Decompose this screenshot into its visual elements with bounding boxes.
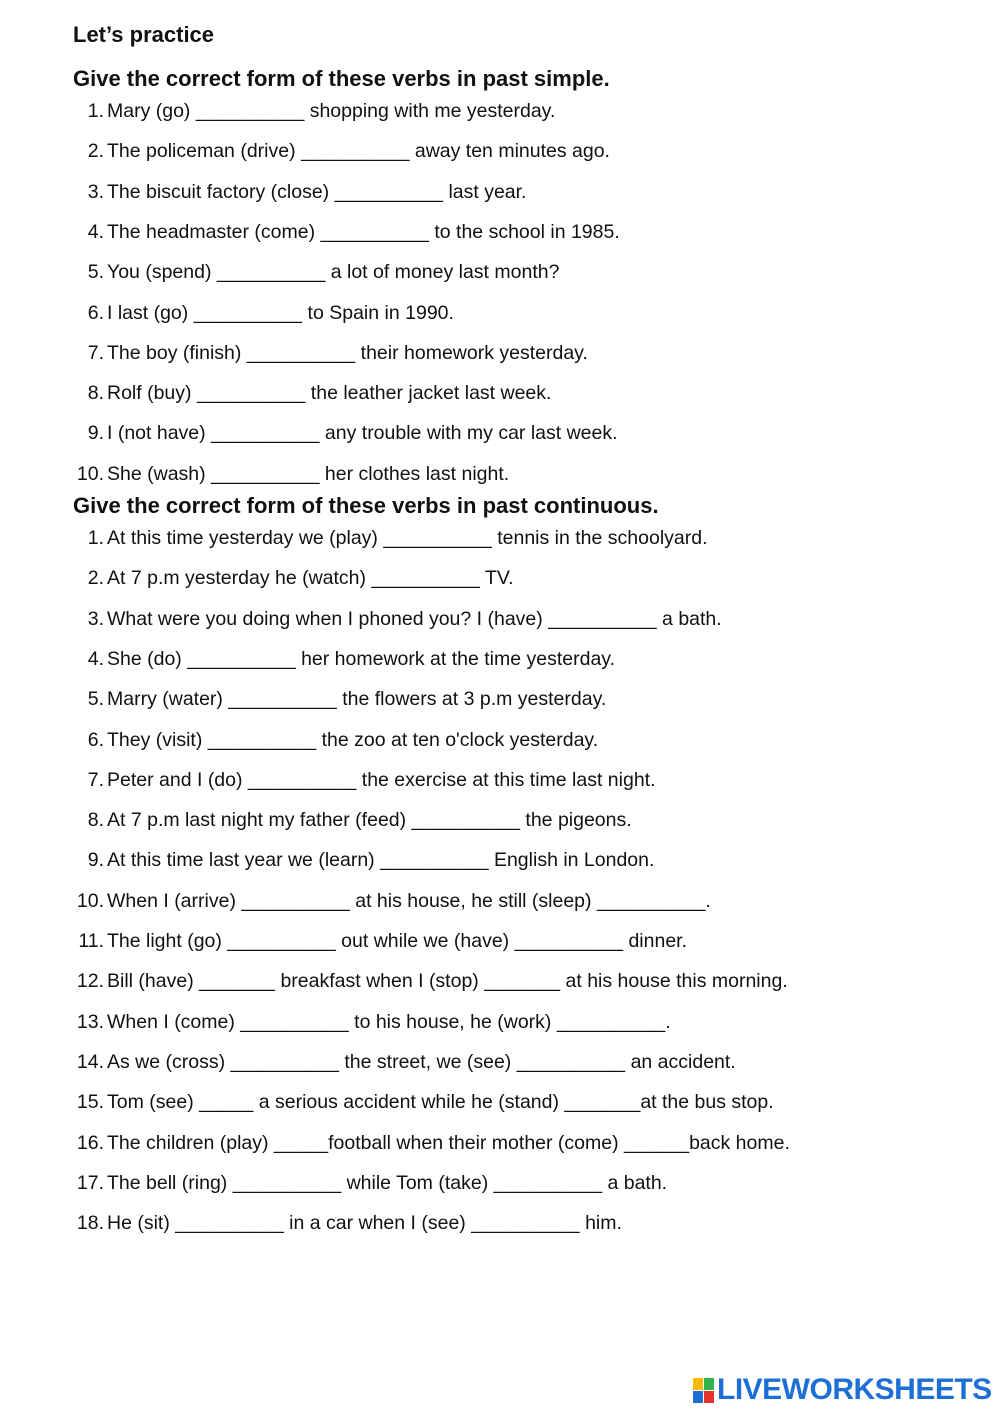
item-sentence: When I (arrive) __________ at his house, he still (sleep) __________. — [107, 889, 711, 912]
item-number: 10. — [76, 889, 104, 912]
item-sentence: At 7 p.m yesterday he (watch) __________ TV. — [107, 567, 514, 590]
liveworksheets-logo-text: LIVEWORKSHEETS — [717, 1373, 992, 1406]
item-number: 7. — [87, 341, 104, 364]
item-sentence: I last (go) __________ to Spain in 1990. — [107, 301, 454, 324]
item-sentence: The light (go) __________ out while we (have) __________ dinner. — [107, 930, 688, 952]
item-sentence: Bill (have) _______ breakfast when I (stop) _______ at his house this morning. — [107, 970, 788, 993]
item-sentence: The headmaster (come) __________ to the school in 1985. — [107, 220, 620, 243]
item-sentence: The bell (ring) __________ while Tom (take) __________ a bath. — [107, 1171, 668, 1194]
item-number: 10. — [76, 462, 104, 485]
item-sentence: She (do) __________ her homework at the time yesterday. — [107, 647, 616, 670]
item-sentence: The biscuit factory (close) __________ last year. — [107, 180, 527, 203]
section-heading-past-simple: Give the correct form of these verbs in past simple. — [73, 66, 610, 91]
item-number: 13. — [76, 1010, 104, 1033]
item-number: 6. — [87, 728, 104, 751]
item-number: 7. — [87, 768, 104, 791]
item-number: 15. — [76, 1091, 104, 1114]
item-number: 1. — [87, 527, 104, 549]
item-number: 14. — [76, 1050, 104, 1073]
item-sentence: Mary (go) __________ shopping with me yesterday. — [107, 100, 556, 122]
item-sentence: Peter and I (do) __________ the exercise at this time last night. — [107, 768, 656, 791]
item-sentence: As we (cross) __________ the street, we (see) __________ an accident. — [107, 1050, 736, 1073]
item-sentence: She (wash) __________ her clothes last night. — [107, 462, 510, 485]
item-number: 9. — [87, 849, 104, 872]
item-number: 18. — [76, 1212, 104, 1235]
item-sentence: Tom (see) _____ a serious accident while he (stand) _______at the bus stop. — [107, 1091, 774, 1114]
item-number: 4. — [87, 647, 104, 670]
item-sentence: I (not have) __________ any trouble with my car last week. — [107, 422, 618, 445]
item-number: 12. — [76, 970, 104, 993]
item-number: 16. — [76, 1131, 104, 1154]
item-sentence: The policeman (drive) __________ away ten minutes ago. — [107, 140, 610, 163]
item-number: 8. — [87, 809, 104, 832]
item-number: 4. — [87, 220, 104, 243]
item-sentence: Rolf (buy) __________ the leather jacket last week. — [107, 382, 552, 405]
item-sentence: When I (come) __________ to his house, he (work) __________. — [107, 1010, 671, 1033]
page-title: Let’s practice — [73, 22, 215, 47]
item-number: 9. — [87, 422, 104, 445]
item-sentence: Marry (water) __________ the flowers at 3 p.m yesterday. — [107, 688, 607, 711]
item-sentence: He (sit) __________ in a car when I (see) __________ him. — [107, 1212, 622, 1235]
item-number: 6. — [87, 301, 104, 324]
item-sentence: What were you doing when I phoned you? I (have) __________ a bath. — [107, 607, 722, 630]
item-sentence: At this time yesterday we (play) __________ tennis in the schoolyard. — [107, 527, 708, 549]
item-sentence: You (spend) __________ a lot of money last month? — [107, 261, 560, 284]
item-number: 3. — [87, 180, 104, 203]
item-sentence: At 7 p.m last night my father (feed) __________ the pigeons. — [107, 809, 632, 832]
item-number: 3. — [87, 607, 104, 630]
item-sentence: The boy (finish) __________ their homework yesterday. — [107, 341, 588, 364]
item-sentence: They (visit) __________ the zoo at ten o'clock yesterday. — [107, 728, 599, 751]
item-number: 1. — [87, 100, 104, 122]
item-number: 11. — [78, 930, 104, 952]
item-number: 5. — [87, 688, 104, 711]
item-number: 2. — [87, 140, 104, 163]
item-number: 8. — [87, 382, 104, 405]
item-number: 17. — [76, 1171, 104, 1194]
item-number: 5. — [87, 261, 104, 284]
section-heading-past-continuous: Give the correct form of these verbs in past continuous. — [73, 493, 659, 518]
item-number: 2. — [87, 567, 104, 590]
item-sentence: At this time last year we (learn) __________ English in London. — [107, 849, 655, 872]
liveworksheets-logo-icon — [693, 1378, 715, 1404]
item-sentence: The children (play) _____football when their mother (come) ______back home. — [107, 1131, 790, 1154]
